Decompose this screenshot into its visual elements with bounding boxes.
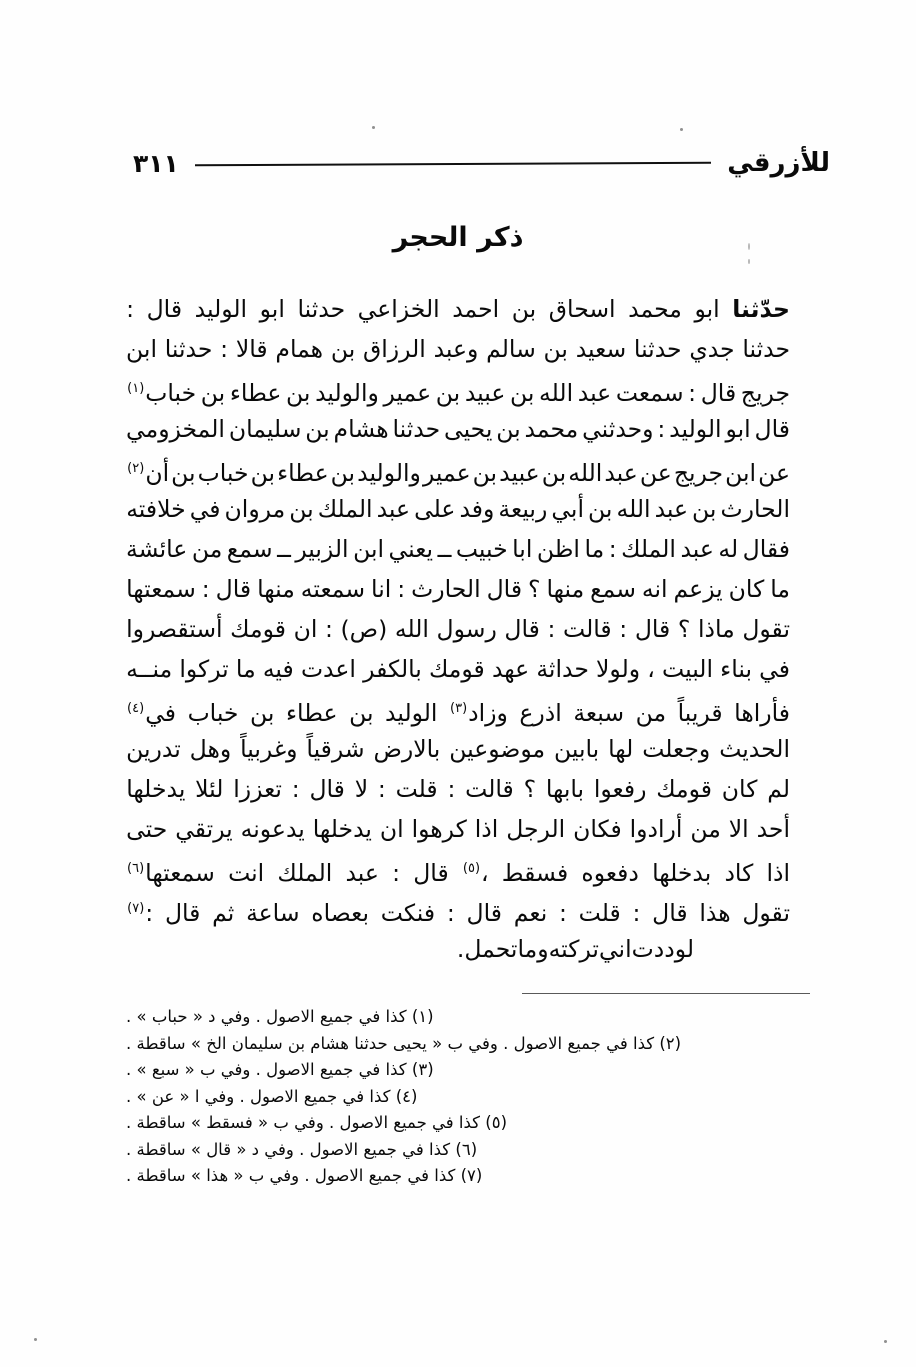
body-word: هذا bbox=[699, 898, 731, 927]
body-word: فقال bbox=[742, 535, 790, 563]
body-word: ابن bbox=[725, 458, 757, 487]
body-word: :$^{(٧)}$ bbox=[127, 898, 154, 927]
body-word: بن bbox=[289, 495, 314, 523]
body-word: : bbox=[547, 615, 556, 643]
body-line bbox=[126, 729, 790, 769]
body-word: الوليد bbox=[194, 295, 248, 323]
body-word: ان bbox=[293, 615, 318, 643]
body-word: بن bbox=[511, 295, 537, 323]
header-author-attribution: للأزرقي bbox=[727, 148, 830, 178]
footnote-text: كذا في جميع الاصول . وفي ب « سبع » . bbox=[126, 1060, 407, 1079]
footnote-reference[interactable]: (٥) bbox=[462, 861, 481, 876]
footnote-text: كذا في جميع الاصول . وفي ب « يحيى حدثنا هشام بن سليمان الخ » ساقطة . bbox=[126, 1033, 655, 1053]
footnote-item bbox=[126, 1163, 790, 1190]
body-word: عبيد bbox=[499, 458, 540, 487]
body-word: يعني bbox=[388, 535, 434, 563]
body-word: عبد bbox=[376, 495, 411, 523]
body-word: ما bbox=[770, 575, 790, 603]
body-word: بن bbox=[349, 698, 374, 727]
body-word: ابو bbox=[259, 295, 285, 323]
body-word: على bbox=[414, 495, 456, 523]
body-line bbox=[126, 609, 790, 649]
body-word: خبيب bbox=[455, 535, 508, 563]
body-word: في bbox=[189, 495, 221, 523]
body-word: ، bbox=[647, 655, 655, 683]
body-word: أحد bbox=[756, 815, 790, 843]
body-word: قال bbox=[504, 615, 540, 643]
body-word: قومك bbox=[429, 655, 485, 683]
body-word: وغربياً bbox=[240, 735, 298, 763]
footnote-reference[interactable]: (٢) bbox=[127, 461, 145, 476]
body-word: عمير bbox=[383, 378, 432, 407]
body-word: ساعة bbox=[246, 898, 300, 927]
body-word: : bbox=[201, 575, 210, 603]
body-word: قال bbox=[652, 898, 688, 927]
body-word: سمعتها$^{(٦)}$ bbox=[127, 858, 215, 887]
body-word: بن bbox=[286, 378, 311, 407]
footnote-number: (٣) bbox=[406, 1060, 434, 1079]
body-word: والوليد bbox=[357, 458, 421, 487]
body-word: : bbox=[126, 295, 135, 323]
body-word: يدخلها bbox=[312, 815, 372, 843]
body-word: أن$^{(٢)}$ bbox=[127, 458, 170, 487]
body-line bbox=[126, 289, 790, 329]
body-word: بن bbox=[305, 415, 330, 443]
body-word: حدثنا bbox=[164, 335, 213, 363]
body-word: عطاء bbox=[286, 698, 338, 727]
body-word: قال bbox=[146, 295, 183, 323]
body-word: وزاد$^{(٣)}$ bbox=[450, 698, 508, 727]
body-word: يزعم bbox=[673, 575, 723, 603]
body-word: عمير bbox=[422, 458, 471, 487]
body-word: بن bbox=[509, 378, 535, 407]
body-word: الحارث bbox=[411, 575, 481, 603]
body-word: تقول bbox=[742, 615, 790, 643]
body-word: وفد bbox=[459, 495, 495, 523]
body-word: ما bbox=[235, 655, 256, 683]
body-word: عبد bbox=[680, 535, 714, 563]
body-word: قال bbox=[754, 415, 790, 443]
body-word: في bbox=[759, 655, 790, 683]
body-word: : bbox=[324, 615, 333, 643]
body-word: محمد bbox=[524, 415, 579, 443]
body-word: ــ bbox=[437, 535, 452, 563]
body-word: تدرين bbox=[126, 735, 181, 763]
body-word: رفعوا bbox=[593, 775, 647, 803]
footnote-item bbox=[126, 1110, 790, 1137]
body-line bbox=[126, 649, 790, 689]
body-word: بن bbox=[435, 378, 461, 407]
body-word: بدخلها bbox=[652, 858, 712, 887]
body-word: خباب bbox=[197, 458, 249, 487]
body-word: من bbox=[191, 535, 223, 563]
body-word: الله bbox=[616, 495, 651, 523]
body-word: بن bbox=[588, 495, 613, 523]
body-word: قال bbox=[634, 615, 671, 643]
scan-speck bbox=[680, 128, 683, 131]
body-word: عائشة bbox=[126, 535, 188, 563]
footnote-item bbox=[126, 1137, 790, 1164]
body-word: ،$^{(٥)}$ bbox=[462, 858, 489, 887]
body-word: رسول bbox=[436, 615, 497, 643]
body-word: بن bbox=[250, 458, 276, 487]
footnote-number: (٦) bbox=[450, 1139, 478, 1159]
body-line bbox=[126, 929, 790, 969]
body-word: تركوا bbox=[179, 655, 229, 683]
scan-speck bbox=[748, 259, 750, 264]
body-word: اظن bbox=[536, 535, 580, 563]
body-word: فكان bbox=[573, 815, 622, 843]
body-word: عطاء bbox=[277, 458, 329, 487]
body-word: بابها bbox=[545, 775, 585, 803]
body-word: الزبير bbox=[295, 535, 349, 563]
body-word: مروان bbox=[224, 495, 286, 523]
body-word: عطاء bbox=[229, 378, 282, 407]
body-word: : bbox=[559, 898, 567, 927]
body-word: بعصاه bbox=[311, 898, 370, 927]
body-word: جريج bbox=[673, 458, 724, 487]
body-word: الوليد bbox=[669, 415, 722, 443]
body-word: حداثة bbox=[536, 655, 589, 683]
body-line bbox=[126, 769, 790, 809]
body-word: شرقياً bbox=[306, 735, 365, 763]
body-word: المخزومي bbox=[126, 415, 225, 443]
body-word: الله bbox=[539, 378, 574, 407]
body-word: سالم bbox=[486, 335, 536, 363]
body-word: بن bbox=[472, 458, 498, 487]
body-word: ؟ bbox=[523, 775, 537, 803]
body-word: : bbox=[688, 378, 697, 407]
body-word: سليمان bbox=[228, 415, 302, 443]
body-word: الرزاق bbox=[363, 335, 426, 363]
body-word: بن bbox=[330, 335, 356, 363]
footnote-separator bbox=[522, 993, 810, 994]
body-word: خباب$^{(١)}$ bbox=[127, 378, 197, 407]
body-word: : bbox=[392, 858, 401, 887]
body-word: ؟ bbox=[528, 575, 541, 603]
body-word: حدثنا bbox=[742, 335, 790, 363]
body-line bbox=[126, 849, 790, 889]
body-word: في$^{(٤)}$ bbox=[127, 698, 177, 727]
footnote-reference[interactable]: (١) bbox=[127, 381, 145, 396]
body-word: كان bbox=[721, 775, 758, 803]
body-word: ؟ bbox=[677, 615, 691, 643]
body-line bbox=[126, 369, 790, 409]
footnote-number: (٥) bbox=[480, 1113, 508, 1132]
body-word: يرتقي bbox=[175, 815, 233, 843]
body-word: اسحاق bbox=[548, 295, 616, 323]
body-word: قومك bbox=[656, 775, 713, 803]
body-word: وهل bbox=[189, 735, 232, 763]
footnote-item bbox=[126, 1004, 790, 1031]
body-word: ربيعة bbox=[498, 495, 548, 523]
body-line bbox=[126, 569, 790, 609]
body-word: لم bbox=[767, 775, 790, 803]
footnote-item bbox=[126, 1031, 790, 1058]
body-word: قالت bbox=[465, 775, 514, 803]
body-word: فيه bbox=[262, 655, 294, 683]
body-word: خلافته bbox=[126, 495, 186, 523]
footnote-reference[interactable]: (٧) bbox=[127, 901, 145, 916]
body-word: لوددت bbox=[631, 935, 694, 963]
footnote-item bbox=[126, 1084, 790, 1111]
body-line bbox=[126, 529, 790, 569]
body-word: قومك bbox=[230, 615, 286, 643]
body-word: . bbox=[456, 935, 465, 963]
body-word: أبي bbox=[551, 495, 585, 523]
body-word: هشام bbox=[333, 415, 389, 443]
body-word: ولولا bbox=[596, 655, 641, 683]
body-word: تحمل bbox=[464, 935, 518, 963]
footnote-number: (٤) bbox=[390, 1086, 418, 1106]
body-word: قريباً bbox=[677, 698, 723, 727]
body-word: اذا bbox=[474, 815, 499, 843]
body-word: قال bbox=[466, 898, 502, 927]
body-word: نعم bbox=[513, 898, 548, 927]
body-word: ابن bbox=[353, 535, 385, 563]
body-word: منــه bbox=[126, 655, 173, 683]
body-word: تركته bbox=[548, 935, 599, 963]
body-text bbox=[126, 289, 790, 969]
body-word: اعدت bbox=[300, 655, 356, 683]
body-word: : bbox=[220, 335, 229, 363]
section-title: ذكر الحجر bbox=[392, 222, 524, 253]
body-word: : bbox=[397, 575, 406, 603]
body-word: سعيد bbox=[575, 335, 627, 363]
body-word: سمع bbox=[590, 575, 636, 603]
body-word: بن bbox=[250, 698, 275, 727]
body-word: تقول bbox=[742, 898, 790, 927]
body-word: كرهوا bbox=[411, 815, 467, 843]
footnote-number: (٢) bbox=[654, 1033, 682, 1053]
body-word: : bbox=[291, 775, 300, 803]
body-line bbox=[126, 449, 790, 489]
body-word: عن bbox=[639, 458, 672, 487]
footnote-number: (١) bbox=[406, 1007, 434, 1026]
body-word: قالا bbox=[235, 335, 268, 363]
body-word: ماذا bbox=[697, 615, 735, 643]
body-word: عبد bbox=[654, 495, 689, 523]
body-word: يدخلها bbox=[126, 775, 186, 803]
body-word: الله bbox=[394, 615, 429, 643]
body-word: يدعونه bbox=[240, 815, 305, 843]
body-word: عبد bbox=[577, 378, 612, 407]
body-word: وما bbox=[517, 935, 549, 963]
body-word: منها bbox=[546, 575, 585, 603]
body-word: اني bbox=[598, 935, 632, 963]
body-word: جدي bbox=[689, 335, 735, 363]
body-word: خباب bbox=[187, 698, 239, 727]
body-word: سبعة bbox=[573, 698, 625, 727]
header-rule bbox=[195, 162, 711, 167]
body-word: انه bbox=[641, 575, 668, 603]
body-word: بن bbox=[692, 495, 717, 523]
body-word: ان bbox=[379, 815, 404, 843]
body-word: البيت bbox=[662, 655, 713, 683]
body-word: الرجل bbox=[506, 815, 566, 843]
body-word: اذرع bbox=[519, 698, 562, 727]
body-word: لئلا bbox=[195, 775, 224, 803]
body-word: سمعتها bbox=[126, 575, 196, 603]
body-word: بن bbox=[200, 378, 226, 407]
body-line bbox=[126, 689, 790, 729]
body-word: تعززا bbox=[233, 775, 282, 803]
body-line bbox=[126, 809, 790, 849]
body-word: بن bbox=[171, 458, 196, 487]
body-word: قال bbox=[413, 858, 449, 887]
body-word: : bbox=[657, 415, 666, 443]
body-word: احمد bbox=[452, 295, 500, 323]
body-word: بن bbox=[330, 458, 356, 487]
body-word: سمعت bbox=[615, 378, 684, 407]
body-word: عن bbox=[758, 458, 790, 487]
body-word: قالت bbox=[563, 615, 612, 643]
body-word: بالكفر bbox=[363, 655, 422, 683]
body-word: ابن bbox=[126, 335, 158, 363]
footnote-number: (٧) bbox=[455, 1166, 483, 1185]
body-word: الا bbox=[728, 815, 749, 843]
body-lead-word: حدّثنا bbox=[732, 295, 790, 323]
footnote-reference[interactable]: (٤) bbox=[127, 701, 145, 716]
body-word: الملك bbox=[317, 495, 373, 523]
body-word: عبد bbox=[345, 858, 379, 887]
body-word: سمع bbox=[226, 535, 273, 563]
body-word: الحارث bbox=[720, 495, 790, 523]
body-word: دفعوه bbox=[581, 858, 639, 887]
body-word: ابا bbox=[512, 535, 533, 563]
body-word: يحيى bbox=[444, 415, 493, 443]
page-number: ٣١١ bbox=[133, 149, 179, 178]
body-word: من bbox=[635, 698, 667, 727]
body-word: : bbox=[446, 898, 455, 927]
body-word: قال bbox=[164, 898, 201, 927]
body-word: (ص) bbox=[340, 615, 388, 643]
body-word: فسقط bbox=[501, 858, 569, 887]
body-word: لا bbox=[354, 775, 369, 803]
body-word: ابو bbox=[725, 415, 751, 443]
body-word: قال bbox=[309, 775, 345, 803]
body-word: أستقصروا bbox=[126, 615, 223, 643]
body-word: سمعته bbox=[300, 575, 366, 603]
body-word: انا bbox=[371, 575, 392, 603]
body-word: بابين bbox=[554, 735, 600, 763]
body-word: منها bbox=[257, 575, 295, 603]
footnote-text: كذا في جميع الاصول . وفي د « قال » ساقطة . bbox=[126, 1139, 451, 1159]
body-word: عهد bbox=[491, 655, 530, 683]
body-word: ــ bbox=[277, 535, 291, 563]
body-word: بن bbox=[496, 415, 521, 443]
body-word: من bbox=[690, 815, 721, 843]
body-word: الملك bbox=[277, 858, 333, 887]
body-word: الملك bbox=[621, 535, 676, 563]
body-word: : bbox=[632, 898, 641, 927]
body-line bbox=[126, 409, 790, 449]
scan-speck bbox=[34, 1338, 37, 1341]
footnote-list bbox=[126, 1004, 790, 1190]
body-word: كاد bbox=[724, 858, 754, 887]
body-word: أرادوا bbox=[629, 815, 683, 843]
body-word: ابو bbox=[694, 295, 720, 323]
body-line bbox=[126, 889, 790, 929]
body-word: موضوعين bbox=[449, 735, 546, 763]
body-word: همام bbox=[275, 335, 324, 363]
footnote-text: كذا في جميع الاصول . وفي ب « فسقط » ساقطة . bbox=[126, 1113, 481, 1132]
body-word: حدثنا bbox=[297, 295, 346, 323]
body-word: ما bbox=[584, 535, 605, 563]
body-word: محمد bbox=[628, 295, 682, 323]
body-word: قال bbox=[215, 575, 252, 603]
footnote-text: كذا في جميع الاصول . وفي د « حباب » . bbox=[126, 1007, 407, 1026]
body-word: عبد bbox=[604, 458, 638, 487]
body-word: الحديث bbox=[719, 735, 790, 763]
body-word: حدثنا bbox=[392, 415, 441, 443]
body-word: الوليد bbox=[385, 698, 438, 727]
body-word: : bbox=[608, 535, 617, 563]
body-line bbox=[126, 489, 790, 529]
body-word: ثم bbox=[212, 898, 235, 927]
body-word: له bbox=[718, 535, 739, 563]
footnote-text: كذا في جميع الاصول . وفي ا « عن » . bbox=[126, 1086, 391, 1106]
body-word: قلت bbox=[578, 898, 621, 927]
body-word: عبيد bbox=[464, 378, 506, 407]
footnote-reference[interactable]: (٦) bbox=[127, 861, 145, 876]
body-word: حتى bbox=[126, 815, 168, 843]
footnote-reference[interactable]: (٣) bbox=[450, 701, 468, 716]
body-word: لها bbox=[608, 735, 634, 763]
body-word: قلت bbox=[395, 775, 438, 803]
scan-speck bbox=[884, 1340, 887, 1343]
body-word: انت bbox=[228, 858, 265, 887]
body-word: بن bbox=[541, 458, 567, 487]
body-word: وعبد bbox=[433, 335, 479, 363]
footnote-item bbox=[126, 1057, 790, 1084]
body-word: قال bbox=[700, 378, 737, 407]
body-word: فنكت bbox=[380, 898, 436, 927]
body-word: وجعلت bbox=[642, 735, 711, 763]
body-word: قال bbox=[486, 575, 523, 603]
footnote-text: كذا في جميع الاصول . وفي ب « هذا » ساقطة . bbox=[126, 1166, 456, 1185]
body-word: اذا bbox=[766, 858, 790, 887]
body-line bbox=[126, 329, 790, 369]
body-word: بالارض bbox=[373, 735, 441, 763]
body-word: : bbox=[447, 775, 456, 803]
body-word: الخزاعي bbox=[357, 295, 440, 323]
body-word: وحدثني bbox=[582, 415, 654, 443]
body-word: كان bbox=[728, 575, 765, 603]
body-word: : bbox=[377, 775, 386, 803]
scan-speck bbox=[372, 126, 375, 129]
body-word: الله bbox=[568, 458, 603, 487]
body-word: بناء bbox=[720, 655, 752, 683]
body-word: جريج bbox=[740, 378, 790, 407]
body-word: بن bbox=[543, 335, 568, 363]
body-word: والوليد bbox=[315, 378, 379, 407]
body-word: حدثنا bbox=[633, 335, 682, 363]
body-word: : bbox=[619, 615, 628, 643]
running-header bbox=[133, 142, 830, 188]
body-word: فأراها bbox=[734, 698, 790, 727]
